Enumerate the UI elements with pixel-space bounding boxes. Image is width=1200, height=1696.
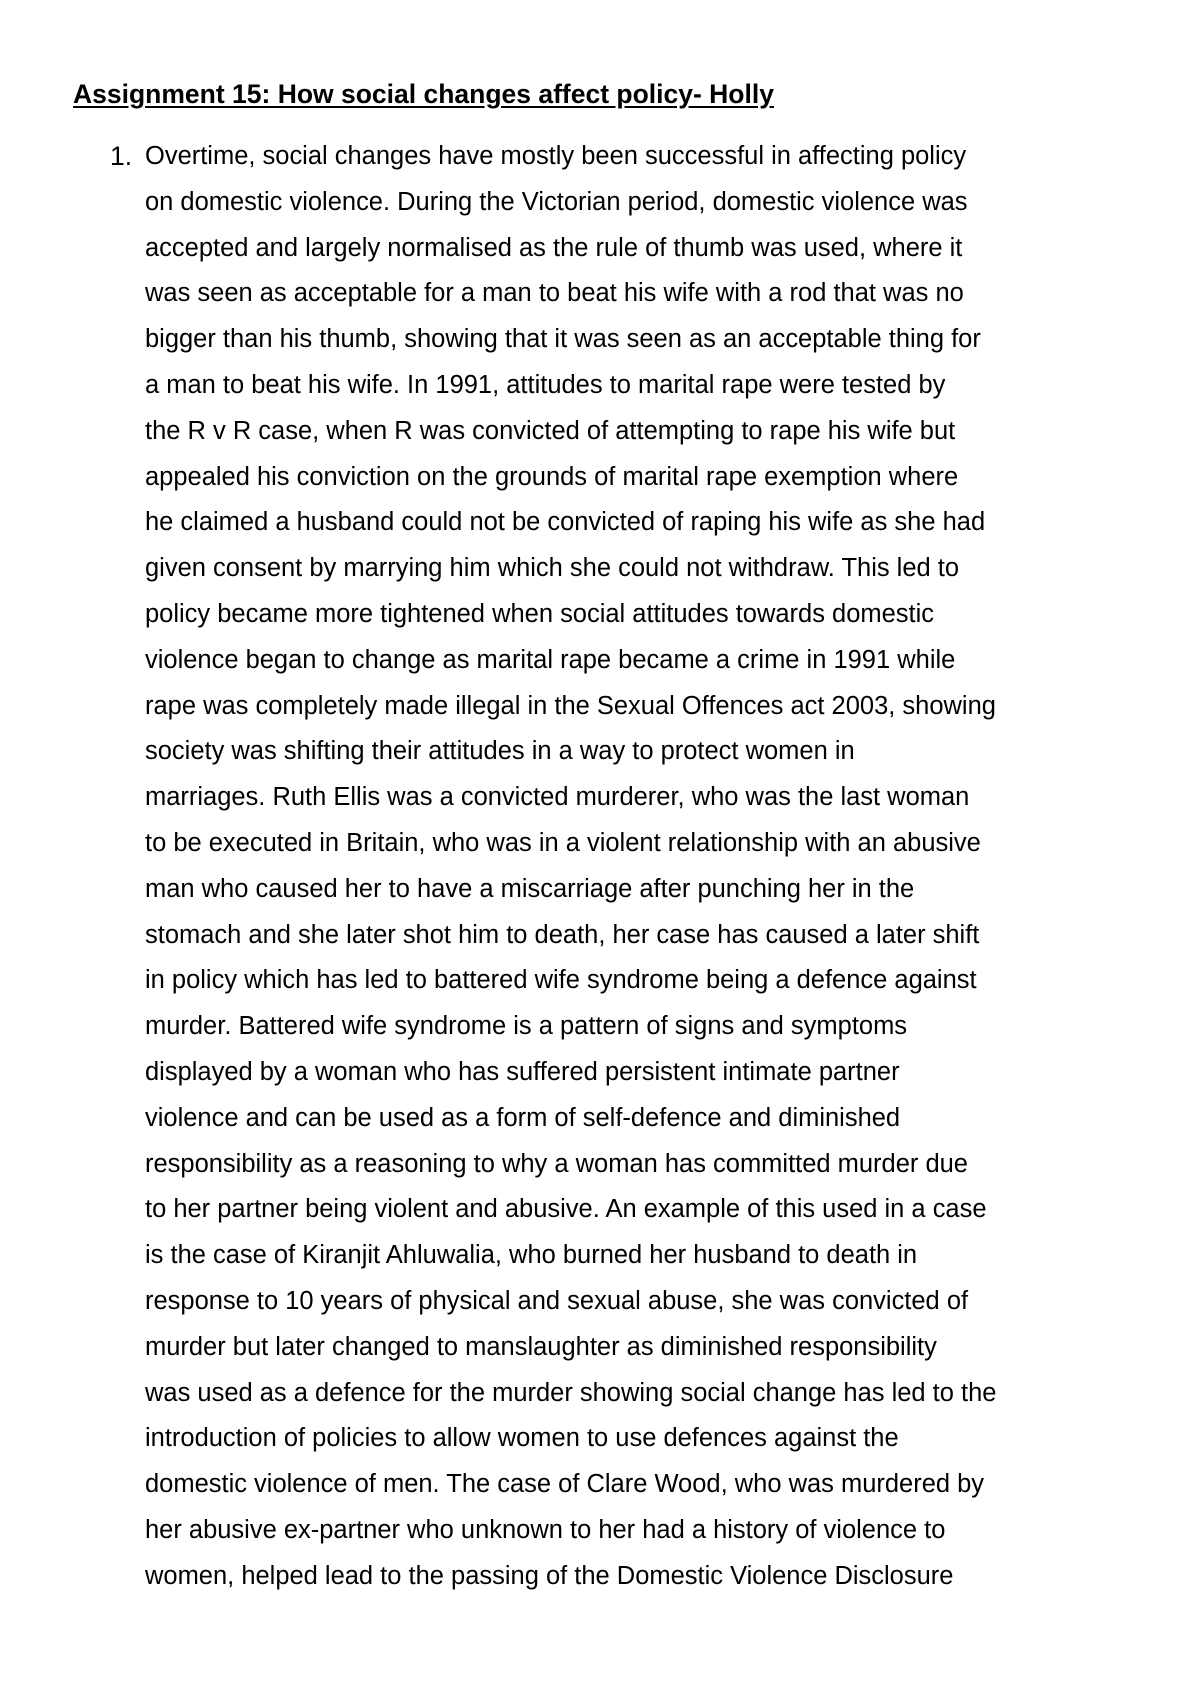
paragraph-line: the R v R case, when R was convicted of attempting to rape his wife but xyxy=(145,416,956,445)
paragraph-line: violence and can be used as a form of self-defence and diminished xyxy=(145,1103,901,1132)
paragraph-line: on domestic violence. During the Victorian period, domestic violence was xyxy=(145,187,968,216)
paragraph-line: responsibility as a reasoning to why a woman has committed murder due xyxy=(145,1149,968,1178)
paragraph-line: in policy which has led to battered wife syndrome being a defence against xyxy=(145,966,977,995)
paragraph-line: he claimed a husband could not be convicted of raping his wife as she had xyxy=(145,508,986,537)
page-title: Assignment 15: How social changes affect policy- Holly xyxy=(73,79,774,109)
numbered-list xyxy=(0,134,1200,1600)
paragraph-line: response to 10 years of physical and sexual abuse, she was convicted of xyxy=(145,1286,969,1315)
paragraph-line: society was shifting their attitudes in a way to protect women in xyxy=(145,737,855,766)
paragraph-line: her abusive ex-partner who unknown to her had a history of violence to xyxy=(145,1515,946,1544)
paragraph-line: introduction of policies to allow women to use defences against the xyxy=(145,1424,899,1453)
paragraph-line: marriages. Ruth Ellis was a convicted murderer, who was the last woman xyxy=(145,783,970,812)
paragraph-line: murder but later changed to manslaughter as diminished responsibility xyxy=(145,1332,937,1361)
list-item xyxy=(0,134,1200,1600)
paragraph-line: stomach and she later shot him to death, her case has caused a later shift xyxy=(145,920,980,949)
paragraph-line: to her partner being violent and abusive. An example of this used in a case xyxy=(145,1195,987,1224)
paragraph-line: Overtime, social changes have mostly been successful in affecting policy xyxy=(145,142,967,170)
paragraph-line: rape was completely made illegal in the Sexual Offences act 2003, showing xyxy=(145,691,996,720)
paragraph-line: given consent by marrying him which she could not withdraw. This led to xyxy=(145,554,960,583)
paragraph-line: domestic violence of men. The case of Clare Wood, who was murdered by xyxy=(145,1470,985,1499)
paragraph-line: accepted and largely normalised as the rule of thumb was used, where it xyxy=(145,233,963,262)
paragraph-line: violence began to change as marital rape became a crime in 1991 while xyxy=(145,645,956,674)
paragraph-line: appealed his conviction on the grounds of marital rape exemption where xyxy=(145,462,959,491)
paragraph-line: to be executed in Britain, who was in a violent relationship with an abusive xyxy=(145,828,981,857)
list-item-number: 1. xyxy=(110,141,133,171)
paragraph-line: was used as a defence for the murder showing social change has led to the xyxy=(145,1378,997,1407)
paragraph-line: murder. Battered wife syndrome is a pattern of signs and symptoms xyxy=(145,1012,908,1041)
paragraph-line: policy became more tightened when social attitudes towards domestic xyxy=(145,599,935,628)
paragraph-line: women, helped lead to the passing of the Domestic Violence Disclosure xyxy=(145,1561,954,1590)
paragraph-line: is the case of Kiranjit Ahluwalia, who burned her husband to death in xyxy=(145,1241,918,1270)
paragraph-line: was seen as acceptable for a man to beat his wife with a rod that was no xyxy=(145,279,964,308)
paragraph-line: bigger than his thumb, showing that it was seen as an acceptable thing for xyxy=(145,325,981,354)
paragraph-line: displayed by a woman who has suffered persistent intimate partner xyxy=(145,1057,900,1086)
paragraph-line: a man to beat his wife. In 1991, attitudes to marital rape were tested by xyxy=(145,370,946,399)
paragraph-line: man who caused her to have a miscarriage after punching her in the xyxy=(145,874,915,903)
